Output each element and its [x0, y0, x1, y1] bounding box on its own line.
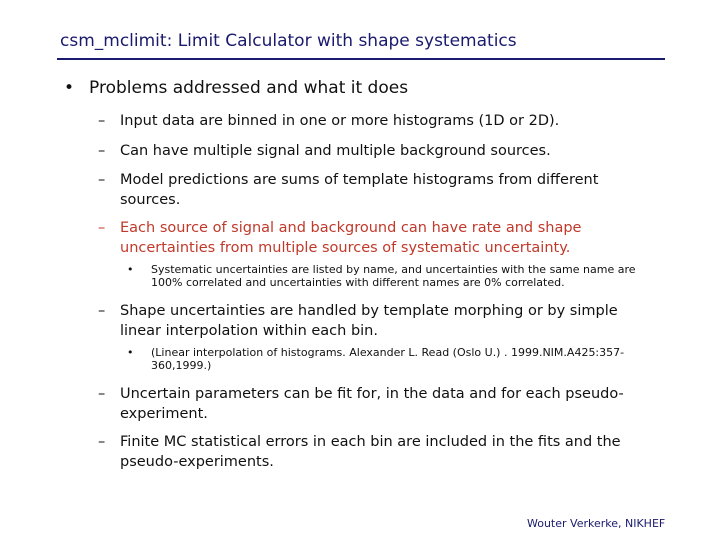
dash-icon: – [98, 143, 106, 159]
list-item-text: Uncertain parameters can be fit for, in the data and for each pseudo-experiment. [120, 386, 624, 422]
list-item-text: Input data are binned in one or more histograms (1D or 2D). [120, 113, 560, 129]
list-item [98, 111, 660, 131]
dash-icon: – [98, 434, 106, 450]
bullet-dot-icon: • [64, 78, 75, 98]
bullet-dot-icon: • [127, 263, 134, 276]
main-bullet [64, 78, 408, 98]
bullet-dot-icon: • [127, 346, 134, 359]
list-item-text: Shape uncertainties are handled by template morphing or by simple linear interpolation within each bin. [120, 303, 618, 339]
slide-title: csm_mclimit: Limit Calculator with shape systematics [60, 31, 517, 51]
list-item [98, 141, 660, 161]
dash-icon: – [98, 220, 106, 236]
dash-icon: – [98, 386, 106, 402]
list-item [98, 384, 660, 424]
footer-author: Wouter Verkerke, NIKHEF [527, 517, 666, 530]
dash-icon: – [98, 303, 106, 319]
list-item-text: Model predictions are sums of template histograms from different sources. [120, 172, 599, 208]
sub-bullet-text: (Linear interpolation of histograms. Alexander L. Read (Oslo U.) . 1999.NIM.A425:357-360,1999.) [151, 346, 625, 372]
dash-icon: – [98, 113, 106, 129]
list-item [98, 301, 660, 341]
list-item [98, 170, 660, 210]
list-item-text: Each source of signal and background can have rate and shape uncertainties from multiple sources of systematic uncertainty. [120, 220, 582, 256]
title-underline [57, 58, 665, 60]
list-item-highlighted [98, 218, 660, 258]
dash-icon: – [98, 172, 106, 188]
sub-bullet-text: Systematic uncertainties are listed by name, and uncertainties with the same name are 100% correlated and uncertainties with different names are 0% correlated. [151, 263, 636, 289]
list-item-text: Finite MC statistical errors in each bin are included in the fits and the pseudo-experiments. [120, 434, 621, 470]
main-bullet-text: Problems addressed and what it does [89, 78, 409, 98]
sub-bullet [127, 263, 666, 289]
list-item [98, 432, 660, 472]
sub-bullet [127, 346, 666, 372]
list-item-text: Can have multiple signal and multiple background sources. [120, 143, 551, 159]
